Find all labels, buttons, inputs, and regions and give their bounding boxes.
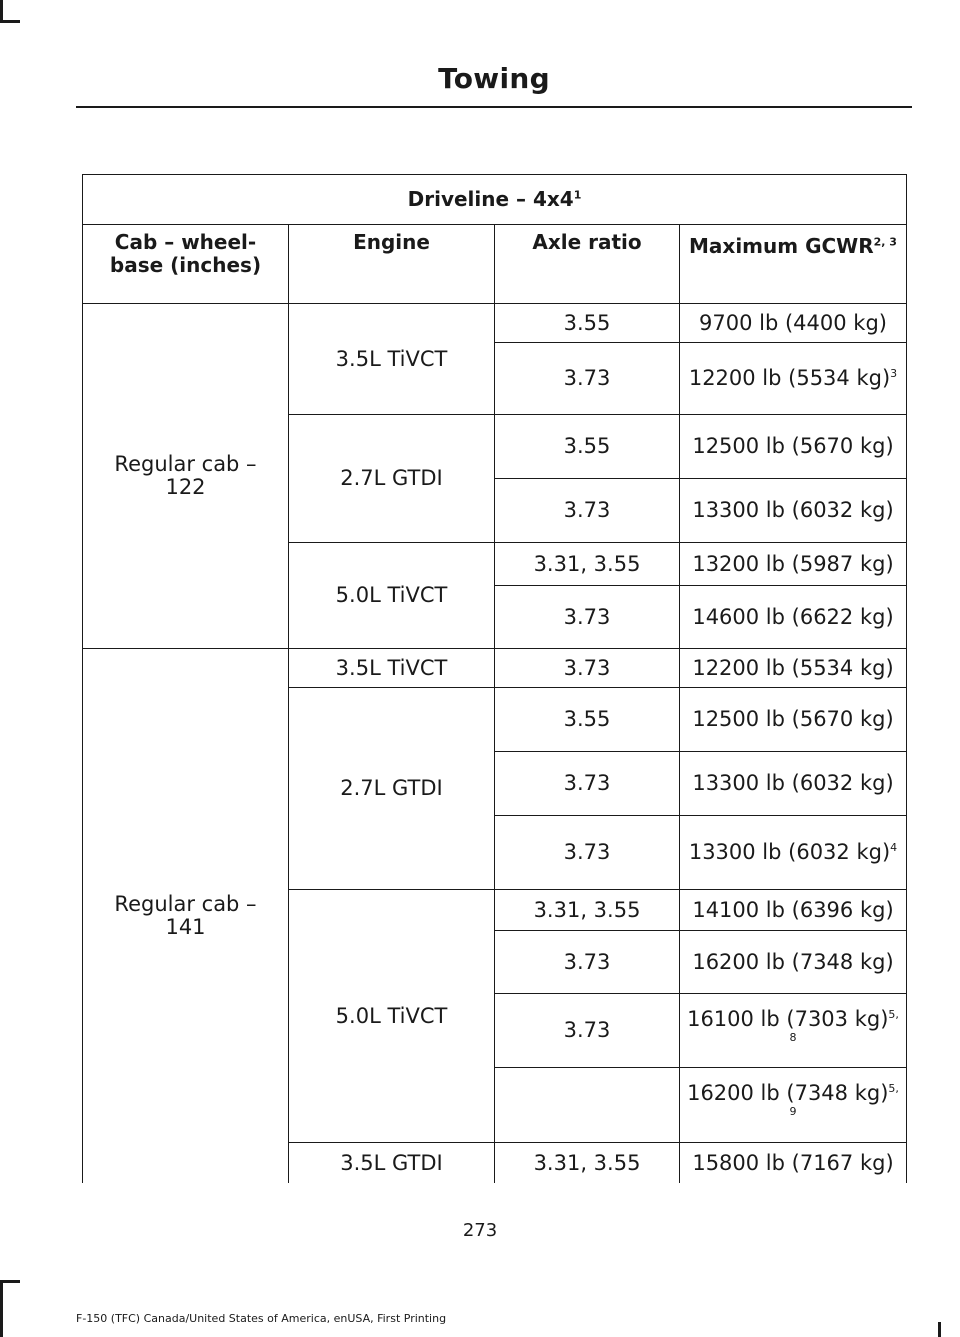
axle-ratio-cell: 3.73: [495, 931, 680, 994]
gcwr-value: 13300 lb (6032 kg): [692, 771, 894, 795]
column-header-gcwr: [680, 225, 907, 304]
axle-ratio-cell: 3.31, 3.55: [495, 1143, 680, 1184]
towing-table-body: [83, 175, 907, 1184]
gcwr-cell: [680, 543, 907, 586]
gcwr-cell: [680, 304, 907, 343]
axle-ratio-cell: 3.31, 3.55: [495, 543, 680, 586]
gcwr-value: 14600 lb (6622 kg): [692, 604, 894, 629]
column-header-engine: [289, 225, 495, 304]
axle-ratio-cell: 3.73: [495, 586, 680, 649]
gcwr-value: 15800 lb (7167 kg): [692, 1150, 894, 1175]
table-title-note: 1: [573, 188, 582, 202]
table-row: [83, 649, 907, 688]
gcwr-value: 12200 lb (5534 kg): [692, 655, 894, 680]
column-header-label: Cab – wheel-base (inches): [109, 230, 262, 277]
gcwr-value: 13200 lb (5987 kg): [692, 551, 894, 576]
axle-ratio-cell: 3.55: [495, 415, 680, 479]
gcwr-footnote: 5, 9: [789, 1082, 899, 1118]
gcwr-cell: [680, 994, 907, 1068]
column-header-label: Engine: [353, 230, 430, 254]
gcwr-cell: [680, 479, 907, 543]
gcwr-footnote: 4: [890, 841, 898, 854]
axle-ratio-cell: 3.73: [495, 343, 680, 415]
gcwr-value: 13300 lb (6032 kg): [692, 498, 894, 522]
crop-mark: [0, 0, 3, 20]
gcwr-value: 12500 lb (5670 kg): [692, 434, 894, 458]
gcwr-value: 14100 lb (6396 kg): [692, 897, 894, 922]
engine-cell: 2.7L GTDI: [289, 688, 495, 890]
gcwr-cell: [680, 890, 907, 931]
axle-ratio-cell: 3.31, 3.55: [495, 890, 680, 931]
towing-table: [82, 174, 907, 1183]
axle-ratio-cell: 3.73: [495, 479, 680, 543]
engine-cell: 3.5L TiVCT: [289, 649, 495, 688]
axle-ratio-cell: 3.73: [495, 752, 680, 816]
gcwr-cell: [680, 816, 907, 890]
column-header-note: 2, 3: [873, 235, 897, 249]
page-title: Towing: [438, 62, 550, 95]
axle-ratio-cell: 3.73: [495, 994, 680, 1068]
engine-cell: 5.0L TiVCT: [289, 890, 495, 1143]
cab-cell: Regular cab – 141: [83, 649, 289, 1184]
column-header-cab: [83, 225, 289, 304]
axle-ratio-cell: 3.55: [495, 688, 680, 752]
gcwr-cell: [680, 1068, 907, 1143]
gcwr-cell: [680, 649, 907, 688]
table-title: [83, 175, 907, 225]
gcwr-value: 13300 lb (6032 kg): [688, 840, 891, 864]
page-number: 273: [462, 1220, 498, 1241]
crop-mark: [938, 1322, 941, 1337]
gcwr-value: 12500 lb (5670 kg): [692, 707, 894, 731]
table-row: [83, 304, 907, 343]
column-header-axle: [495, 225, 680, 304]
gcwr-cell: [680, 415, 907, 479]
gcwr-value: 9700 lb (4400 kg): [699, 310, 887, 335]
gcwr-footnote: 5, 8: [789, 1007, 899, 1044]
gcwr-value: 16200 lb (7348 kg): [687, 1081, 889, 1105]
gcwr-cell: [680, 931, 907, 994]
gcwr-footnote: 3: [890, 367, 898, 380]
gcwr-cell: [680, 1143, 907, 1184]
crop-mark: [0, 20, 20, 23]
gcwr-value: 12200 lb (5534 kg): [688, 366, 891, 390]
gcwr-cell: [680, 688, 907, 752]
header-divider: [76, 106, 912, 108]
column-header-label: Axle ratio: [532, 230, 642, 254]
gcwr-cell: [680, 752, 907, 816]
crop-mark: [0, 1280, 20, 1283]
engine-cell: 3.5L TiVCT: [289, 304, 495, 415]
engine-cell: 5.0L TiVCT: [289, 543, 495, 649]
engine-cell: 2.7L GTDI: [289, 415, 495, 543]
crop-mark: [0, 1283, 3, 1337]
gcwr-cell: [680, 343, 907, 415]
gcwr-value: 16100 lb (7303 kg): [687, 1006, 889, 1031]
footer-text: F-150 (TFC) Canada/United States of America, enUSA, First Printing: [76, 1312, 447, 1325]
cab-cell: Regular cab – 122: [83, 304, 289, 649]
gcwr-cell: [680, 586, 907, 649]
axle-ratio-cell: 3.73: [495, 649, 680, 688]
table-header-row: [83, 225, 907, 304]
axle-ratio-cell: 3.73: [495, 816, 680, 890]
column-header-label: Maximum GCWR: [689, 234, 874, 258]
axle-ratio-cell: [495, 1068, 680, 1143]
gcwr-value: 16200 lb (7348 kg): [692, 949, 894, 974]
table-title-text: Driveline – 4x4: [407, 187, 574, 211]
engine-cell: 3.5L GTDI: [289, 1143, 495, 1184]
axle-ratio-cell: 3.55: [495, 304, 680, 343]
